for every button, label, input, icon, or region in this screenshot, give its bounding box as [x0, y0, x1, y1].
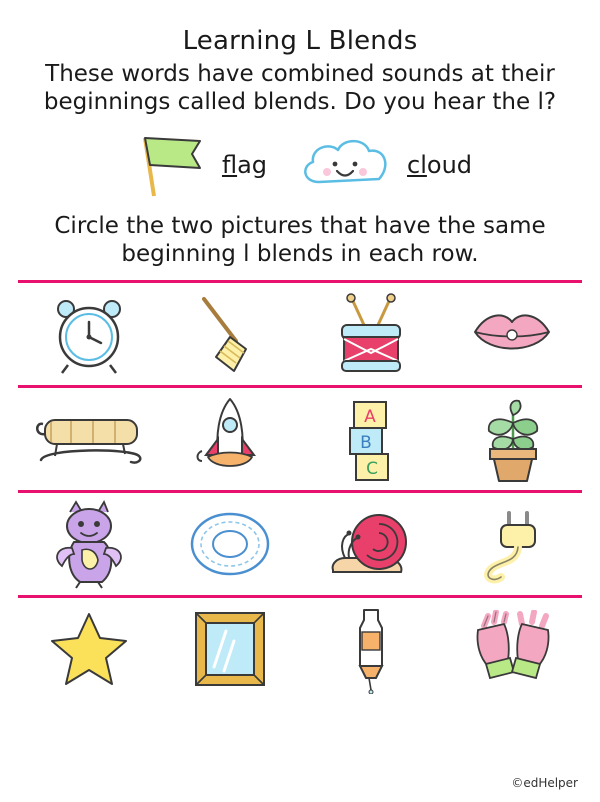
svg-text:A: A [363, 407, 376, 428]
example-cloud-blend: cl [407, 151, 427, 180]
picture-cell[interactable] [306, 601, 436, 697]
example-flag-rest: ag [237, 151, 268, 180]
table-row [18, 493, 582, 595]
footer-credit: ©edHelper [511, 776, 578, 790]
plant-icon [469, 393, 555, 485]
picture-cell[interactable] [447, 496, 577, 592]
rocket-icon [190, 393, 270, 485]
lips-icon [467, 304, 557, 364]
svg-text:B: B [359, 433, 372, 454]
example-flag [128, 132, 267, 198]
worksheet-page [0, 26, 600, 802]
example-flag-blend: fl [221, 151, 238, 180]
picture-cell[interactable] [165, 601, 295, 697]
activity-rows [18, 280, 582, 700]
picture-frame-icon [190, 607, 270, 691]
example-cloud [293, 132, 472, 198]
picture-cell[interactable] [306, 496, 436, 592]
picture-cell[interactable] [24, 496, 154, 592]
drum-icon [326, 291, 416, 377]
picture-cell[interactable] [447, 391, 577, 487]
sled-icon [27, 404, 151, 474]
picture-cell[interactable] [24, 601, 154, 697]
example-cloud-rest: oud [426, 151, 473, 180]
instruction-text: Circle the two pictures that have the same beginning l blends in each row. [54, 213, 546, 268]
picture-cell[interactable] [165, 496, 295, 592]
picture-cell[interactable] [306, 286, 436, 382]
alarm-clock-icon [52, 293, 126, 375]
page-title: Learning L Blends [182, 26, 418, 56]
example-cloud-label [407, 151, 472, 179]
picture-cell[interactable] [165, 286, 295, 382]
svg-text:C: C [365, 459, 378, 480]
picture-cell[interactable] [447, 601, 577, 697]
broom-icon [190, 291, 270, 377]
picture-cell[interactable] [306, 391, 436, 487]
picture-cell[interactable] [447, 286, 577, 382]
picture-cell[interactable] [24, 286, 154, 382]
table-row [18, 283, 582, 385]
cloud-icon [293, 132, 401, 198]
plate-icon [188, 508, 272, 580]
table-row [18, 598, 582, 700]
picture-cell[interactable] [24, 391, 154, 487]
table-row [18, 388, 582, 490]
intro-text: These words have combined sounds at their beginnings called blends. Do you hear the l? [43, 61, 557, 116]
flag-icon [128, 132, 216, 198]
blocks-icon [340, 396, 402, 482]
snail-icon [323, 506, 419, 582]
example-flag-label [222, 151, 267, 179]
dragon-icon [44, 498, 134, 590]
gloves-icon [464, 610, 560, 688]
picture-cell[interactable] [165, 391, 295, 487]
star-icon [46, 608, 132, 690]
examples-row [18, 128, 582, 202]
glue-bottle-icon [342, 604, 400, 694]
plug-icon [469, 503, 555, 585]
